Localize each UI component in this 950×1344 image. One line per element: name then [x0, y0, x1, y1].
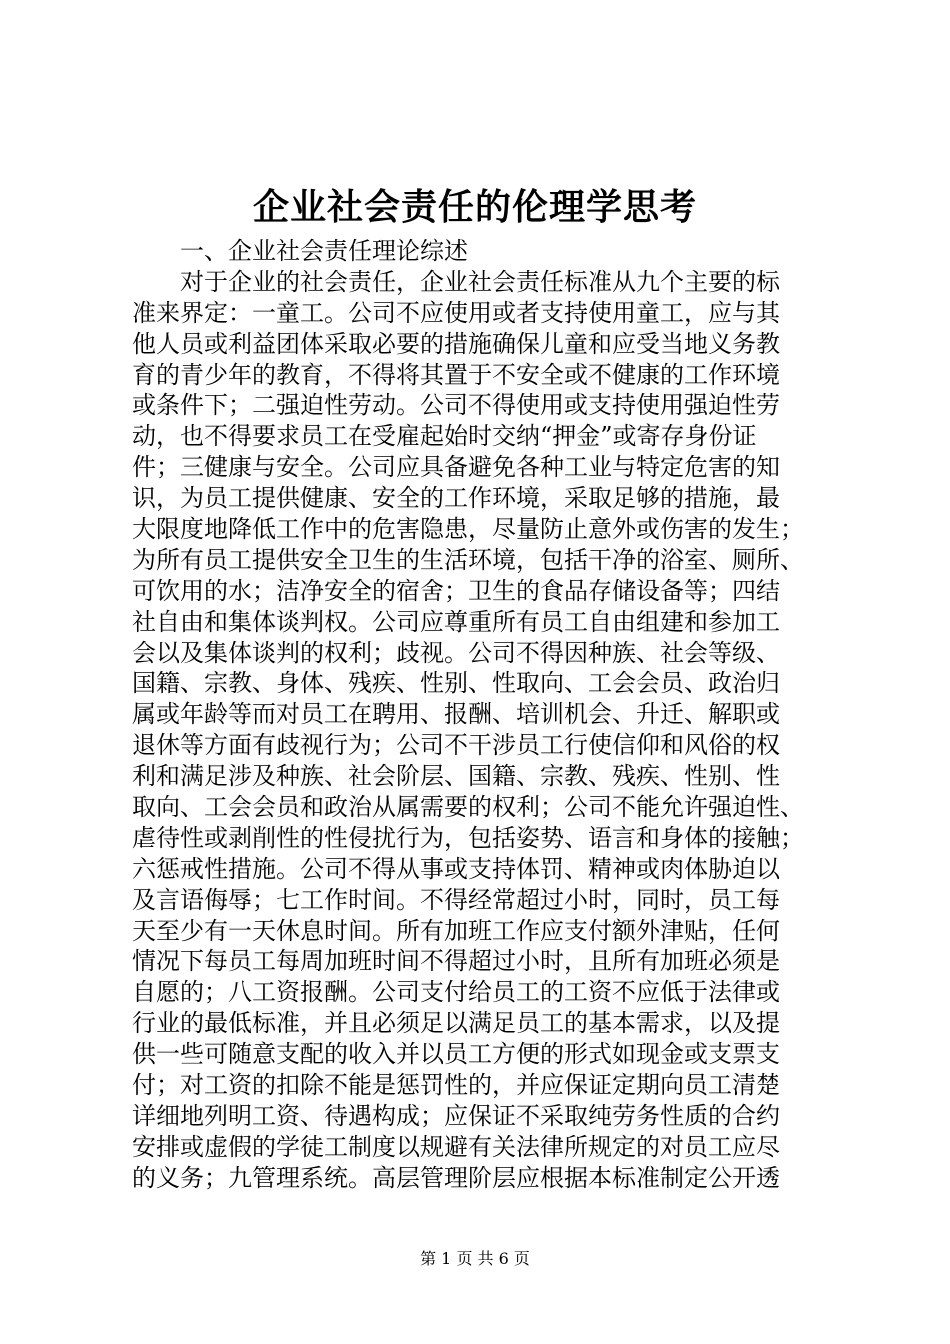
body-line: 一、企业社会责任理论综述: [132, 237, 468, 265]
body-line: 退休等方面有歧视行为；公司不干涉员工行使信仰和风俗的权: [132, 731, 780, 760]
document-body: [132, 236, 832, 1194]
body-line: 他人员或利益团体采取必要的措施确保儿童和应受当地义务教: [132, 329, 780, 358]
body-line: 国籍、宗教、身体、残疾、性别、性取向、工会会员、政治归: [132, 669, 780, 698]
body-line: 情况下每员工每周加班时间不得超过小时，且所有加班必须是: [132, 947, 780, 976]
body-line: 大限度地降低工作中的危害隐患，尽量防止意外或伤害的发生；: [132, 515, 804, 544]
body-line: 安排或虚假的学徒工制度以规避有关法律所规定的对员工应尽: [132, 1132, 780, 1161]
body-line: 动，也不得要求员工在受雇起始时交纳“押金”或寄存身份证: [132, 422, 757, 451]
body-line: 供一些可随意支配的收入并以员工方便的形式如现金或支票支: [132, 1040, 780, 1069]
body-line: 六惩戒性措施。公司不得从事或支持体罚、精神或肉体胁迫以: [132, 854, 780, 883]
body-line: 对于企业的社会责任，企业社会责任标准从九个主要的标: [132, 267, 780, 296]
body-line: 或条件下；二强迫性劳动。公司不得使用或支持使用强迫性劳: [132, 391, 780, 420]
body-line: 识，为员工提供健康、安全的工作环境，采取足够的措施，最: [132, 484, 780, 513]
body-line: 件；三健康与安全。公司应具备避免各种工业与特定危害的知: [132, 453, 780, 482]
body-line: 取向、工会会员和政治从属需要的权利；公司不能允许强迫性、: [132, 793, 804, 822]
body-line: 属或年龄等而对员工在聘用、报酬、培训机会、升迁、解职或: [132, 700, 780, 729]
document-title: 企业社会责任的伦理学思考: [252, 186, 697, 228]
body-line: 利和满足涉及种族、社会阶层、国籍、宗教、残疾、性别、性: [132, 762, 780, 791]
body-line: 准来界定：一童工。公司不应使用或者支持使用童工，应与其: [132, 298, 780, 327]
body-line: 付；对工资的扣除不能是惩罚性的，并应保证定期向员工清楚: [132, 1071, 780, 1100]
body-line: 自愿的；八工资报酬。公司支付给员工的工资不应低于法律或: [132, 978, 780, 1007]
body-line: 详细地列明工资、待遇构成；应保证不采取纯劳务性质的合约: [132, 1101, 780, 1130]
body-line: 天至少有一天休息时间。所有加班工作应支付额外津贴，任何: [132, 916, 780, 945]
body-line: 虐待性或剥削性的性侵扰行为，包括姿势、语言和身体的接触；: [132, 823, 804, 852]
body-line: 会以及集体谈判的权利；歧视。公司不得因种族、社会等级、: [132, 638, 780, 667]
page-footer: [0, 1248, 950, 1270]
body-line: 育的青少年的教育，不得将其置于不安全或不健康的工作环境: [132, 360, 780, 389]
body-line: 的义务；九管理系统。高层管理阶层应根据本标准制定公开透: [132, 1163, 780, 1192]
page-number-label: 第 1 页 共 6 页: [420, 1249, 530, 1268]
body-line: 行业的最低标准，并且必须足以满足员工的基本需求，以及提: [132, 1009, 780, 1038]
body-line: 社自由和集体谈判权。公司应尊重所有员工自由组建和参加工: [132, 607, 780, 636]
body-line: 为所有员工提供安全卫生的生活环境，包括干净的浴室、厕所、: [132, 545, 804, 574]
body-line: 及言语侮辱；七工作时间。不得经常超过小时，同时，员工每: [132, 885, 780, 914]
body-line: 可饮用的水；洁净安全的宿舍；卫生的食品存储设备等；四结: [132, 576, 780, 605]
